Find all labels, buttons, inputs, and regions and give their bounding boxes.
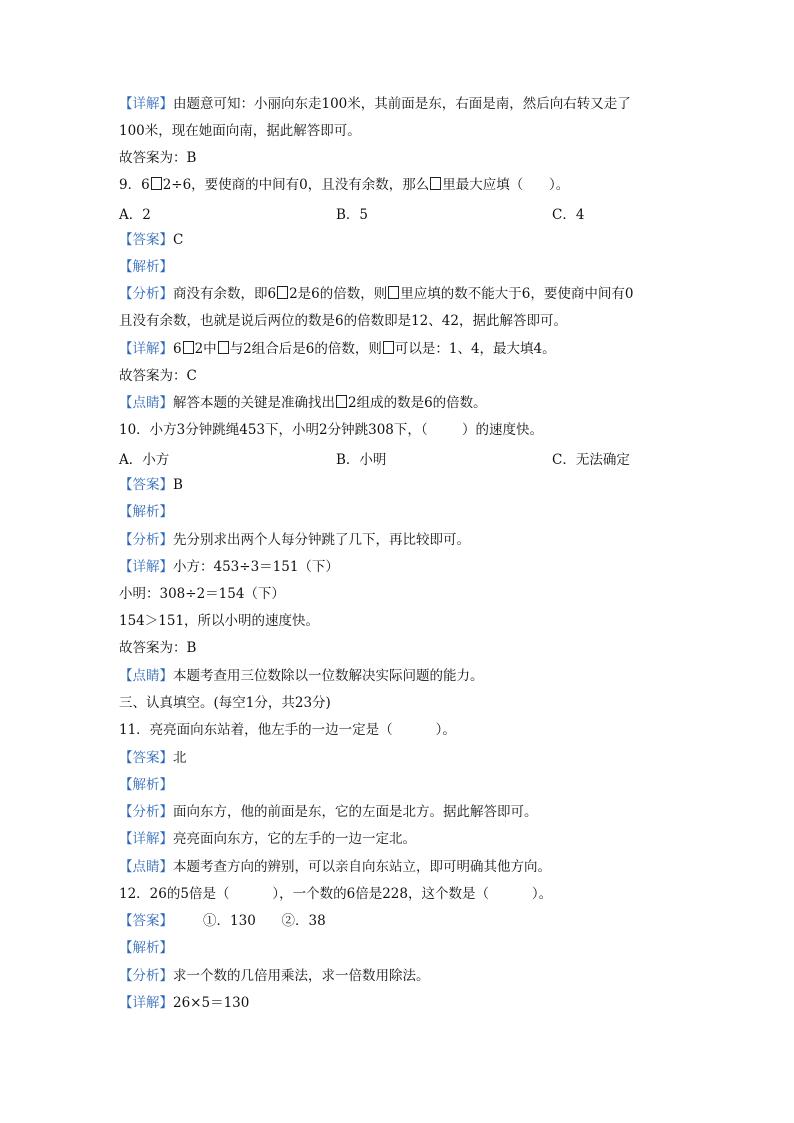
q12-detail: 【详解】26×5＝130	[119, 995, 250, 1011]
q9-detail: 【详解】6 2中 与2组合后是6的倍数，则 可以是：1、4，最大填4。	[119, 341, 556, 357]
detail-tag: 【详解】	[119, 96, 173, 112]
q10-detail-line3: 154＞151，所以小明的速度快。	[119, 613, 320, 629]
blank-box	[336, 395, 347, 408]
q8-detail-line2: 100米，现在她面向南，据此解答即可。	[119, 123, 361, 139]
q11-detail: 【详解】亮亮面向东方，它的左手的一边一定北。	[119, 831, 416, 847]
q10-option-b: B．小明	[336, 452, 387, 468]
blank-box	[430, 177, 441, 190]
q10-comment: 【点睛】本题考查用三位数除以一位数解决实际问题的能力。	[119, 668, 484, 684]
q9-option-b: B．5	[336, 207, 369, 223]
section-3-heading: 三、认真填空。(每空1分，共23分)	[119, 695, 331, 711]
q11-comment: 【点睛】本题考查方向的辨别，可以亲自向东站立，即可明确其他方向。	[119, 859, 551, 875]
blank-box	[383, 341, 394, 354]
q9-analysis-heading: 【解析】	[119, 259, 173, 275]
blank-box	[183, 341, 194, 354]
blank-box	[151, 177, 162, 190]
q9-option-c: C．4	[552, 207, 585, 223]
q9-final-answer: 故答案为：C	[119, 368, 197, 384]
question-12: 12．26的5倍是（ ），一个数的6倍是228，这个数是（ ）。	[119, 886, 553, 902]
q9-analysis-line2: 且没有余数，也就是说后两位的数是6的倍数即是12、42，据此解答即可。	[119, 313, 567, 329]
question-11: 11．亮亮面向东站着，他左手的一边一定是（ ）。	[119, 722, 456, 738]
detail-text: 由题意可知：小丽向东走100米，其前面是东，右面是南，然后向右转又走了	[173, 96, 631, 112]
q9-analysis-line1: 【分析】商没有余数，即6 2是6的倍数，则 里应填的数不能大于6，要使商中间有0	[119, 286, 634, 302]
q10-final-answer: 故答案为：B	[119, 640, 197, 656]
q10-analysis-heading: 【解析】	[119, 504, 173, 520]
q8-answer-line: 故答案为：B	[119, 150, 197, 166]
q9-answer: 【答案】C	[119, 232, 184, 248]
question-10: 10．小方3分钟跳绳453下，小明2分钟跳308下，（ ）的速度快。	[119, 422, 543, 438]
q12-analysis-heading: 【解析】	[119, 940, 173, 956]
blank-box	[277, 286, 288, 299]
q9-comment: 【点睛】解答本题的关键是准确找出 2组成的数是6的倍数。	[119, 395, 487, 411]
blank-box	[218, 341, 229, 354]
q10-option-a: A．小方	[119, 452, 170, 468]
q8-detail-line1	[119, 94, 631, 114]
q9-option-a: A．2	[119, 207, 151, 223]
question-9: 9．6 2÷6，要使商的中间有0，且没有余数，那么 里最大应填（ ）。	[119, 177, 570, 193]
q10-answer: 【答案】B	[119, 477, 183, 493]
q10-detail-line2: 小明：308÷2＝154（下）	[119, 586, 285, 602]
q11-analysis-heading: 【解析】	[119, 777, 173, 793]
blank-box	[388, 286, 399, 299]
q11-answer: 【答案】北	[119, 750, 187, 766]
q11-analysis: 【分析】面向东方，他的前面是东，它的左面是北方。据此解答即可。	[119, 804, 538, 820]
q10-detail-line1: 【详解】小方：453÷3＝151（下）	[119, 559, 339, 575]
q12-answer: 【答案】 ①．130 ②．38	[119, 913, 326, 929]
q10-analysis: 【分析】先分别求出两个人每分钟跳了几下，再比较即可。	[119, 532, 470, 548]
q10-option-c: C．无法确定	[552, 452, 630, 468]
q12-analysis: 【分析】求一个数的几倍用乘法，求一倍数用除法。	[119, 968, 430, 984]
